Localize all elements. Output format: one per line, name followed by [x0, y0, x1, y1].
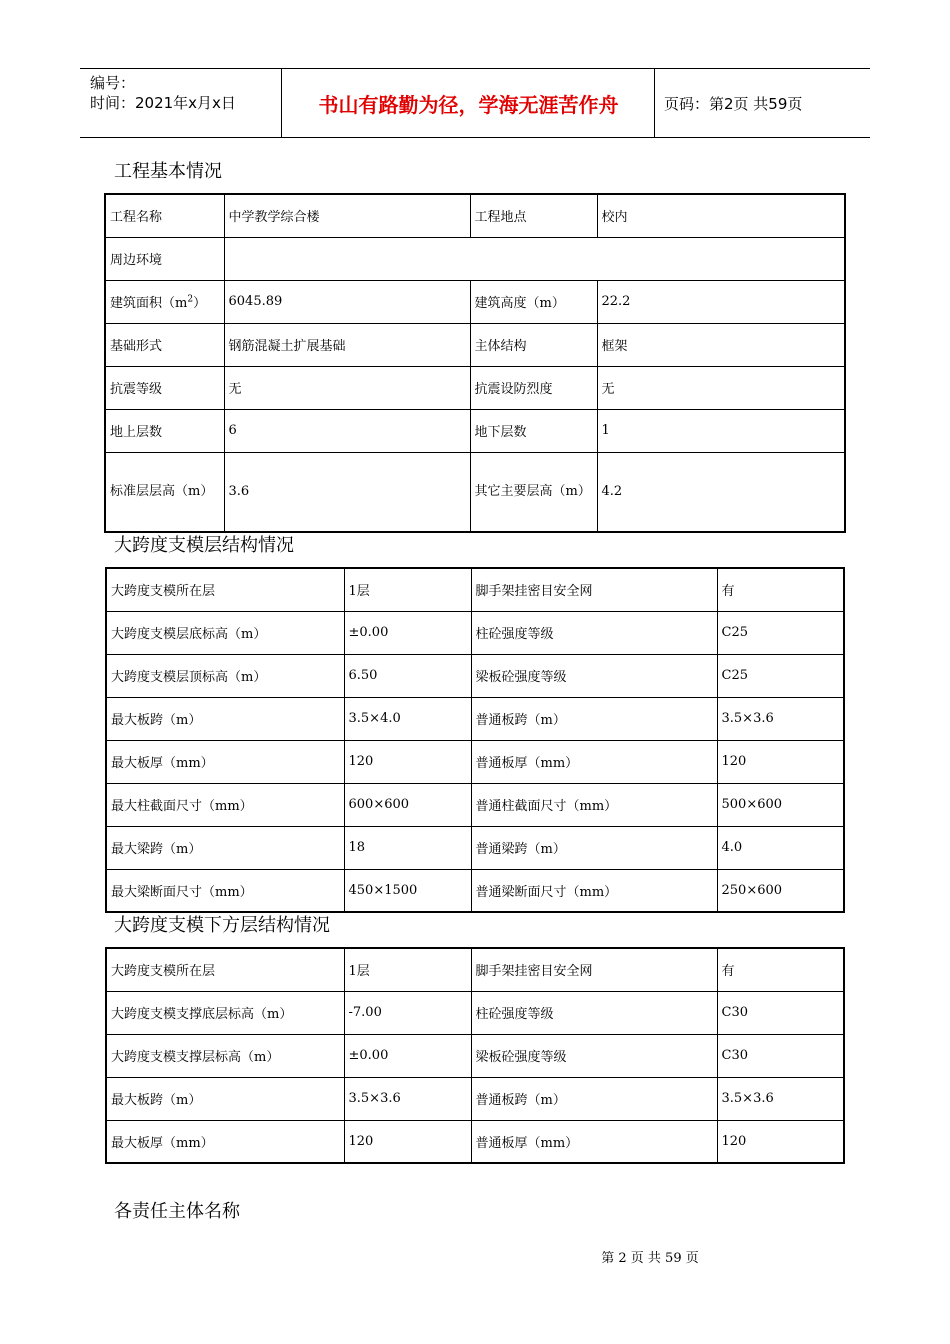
- table-cell: C30: [717, 1034, 844, 1077]
- table-cell: 钢筋混凝土扩展基础: [224, 323, 470, 366]
- table-cell: 最大梁断面尺寸（mm）: [106, 869, 344, 912]
- table-cell: 有: [717, 568, 844, 611]
- section-title-support-layer: 大跨度支模下方层结构情况: [114, 915, 330, 936]
- table-row: [106, 568, 844, 611]
- table-cell: 120: [717, 740, 844, 783]
- table-cell: 22.2: [597, 280, 845, 323]
- table-cell: 周边环境: [105, 237, 224, 280]
- table-cell: 脚手架挂密目安全网: [471, 948, 717, 991]
- table-cell: 6045.89: [224, 280, 470, 323]
- table-cell: 450×1500: [344, 869, 471, 912]
- basic-info-table: [104, 193, 846, 533]
- table-row: [106, 740, 844, 783]
- table-cell: 无: [597, 366, 845, 409]
- table-row: [105, 280, 845, 323]
- table-cell: 无: [224, 366, 470, 409]
- table-cell: [224, 237, 845, 280]
- table-cell: 120: [344, 740, 471, 783]
- table-row: [106, 826, 844, 869]
- table-cell: 3.6: [224, 452, 470, 532]
- table-cell: 18: [344, 826, 471, 869]
- table-cell: 有: [717, 948, 844, 991]
- table-cell: C25: [717, 654, 844, 697]
- table-row: [106, 783, 844, 826]
- table-cell: 1层: [344, 948, 471, 991]
- table-cell: 梁板砼强度等级: [471, 654, 717, 697]
- table-cell: 基础形式: [105, 323, 224, 366]
- table-row: [106, 697, 844, 740]
- table-cell: 6.50: [344, 654, 471, 697]
- table-cell: 3.5×3.6: [717, 1077, 844, 1120]
- header-motto: 书山有路勤为径，学海无涯苦作舟: [318, 92, 619, 117]
- table-row: [105, 409, 845, 452]
- table-cell: 大跨度支模层顶标高（m）: [106, 654, 344, 697]
- table-cell: 4.2: [597, 452, 845, 532]
- table-cell: 普通梁断面尺寸（mm）: [471, 869, 717, 912]
- table-cell: 工程名称: [105, 194, 224, 237]
- table-cell: 普通板跨（m）: [471, 697, 717, 740]
- table-cell: 1: [597, 409, 845, 452]
- table-cell: 最大板厚（mm）: [106, 740, 344, 783]
- table-cell: ±0.00: [344, 1034, 471, 1077]
- table-cell: 普通板厚（mm）: [471, 1120, 717, 1163]
- table-cell: 最大梁跨（m）: [106, 826, 344, 869]
- header-meta: [90, 73, 236, 113]
- table-row: [106, 611, 844, 654]
- area-label-close: ）: [193, 296, 207, 311]
- table-row: [106, 991, 844, 1034]
- table-cell: 普通梁跨（m）: [471, 826, 717, 869]
- area-unit-superscript: 2: [187, 294, 194, 305]
- table-row: [105, 323, 845, 366]
- table-cell: 框架: [597, 323, 845, 366]
- table-cell: 大跨度支模所在层: [106, 568, 344, 611]
- time-label: 时间：2021年x月x日: [90, 94, 236, 112]
- table-cell: 120: [344, 1120, 471, 1163]
- table-cell: 3.5×4.0: [344, 697, 471, 740]
- table-cell: 标准层层高（m）: [105, 452, 224, 532]
- table-row: [106, 869, 844, 912]
- table-cell: 最大板跨（m）: [106, 697, 344, 740]
- table-cell: 4.0: [717, 826, 844, 869]
- table-row: [105, 366, 845, 409]
- table-cell: 脚手架挂密目安全网: [471, 568, 717, 611]
- section-title-responsible-parties: 各责任主体名称: [114, 1201, 240, 1222]
- table-cell: 500×600: [717, 783, 844, 826]
- table-cell: 校内: [597, 194, 845, 237]
- table-cell: 最大柱截面尺寸（mm）: [106, 783, 344, 826]
- area-label: 建筑面积（m: [110, 296, 188, 311]
- section-title-basic-info: 工程基本情况: [114, 161, 222, 182]
- table-row: [106, 654, 844, 697]
- header-divider: [654, 69, 655, 137]
- page-number-label: 页码：第2页 共59页: [664, 94, 803, 113]
- table-cell: 工程地点: [470, 194, 597, 237]
- table-cell: 最大板跨（m）: [106, 1077, 344, 1120]
- table-cell: ±0.00: [344, 611, 471, 654]
- table-cell: 梁板砼强度等级: [471, 1034, 717, 1077]
- table-cell: 柱砼强度等级: [471, 991, 717, 1034]
- table-cell: 600×600: [344, 783, 471, 826]
- table-cell: 大跨度支模支撑底层标高（m）: [106, 991, 344, 1034]
- table-row: [106, 948, 844, 991]
- table-cell: 6: [224, 409, 470, 452]
- table-cell: 建筑高度（m）: [470, 280, 597, 323]
- section-title-formwork-layer: 大跨度支模层结构情况: [114, 535, 294, 556]
- table-cell: 大跨度支模层底标高（m）: [106, 611, 344, 654]
- table-cell: 其它主要层高（m）: [470, 452, 597, 532]
- table-row: [105, 194, 845, 237]
- table-cell: 250×600: [717, 869, 844, 912]
- table-cell: 抗震设防烈度: [470, 366, 597, 409]
- number-label: 编号：: [90, 74, 136, 92]
- table-cell: 3.5×3.6: [344, 1077, 471, 1120]
- table-cell: 地上层数: [105, 409, 224, 452]
- page-header: [80, 68, 870, 138]
- table-cell: 柱砼强度等级: [471, 611, 717, 654]
- table-cell: [105, 280, 224, 323]
- page-footer: 第 2 页 共 59 页: [601, 1251, 699, 1266]
- table-cell: 抗震等级: [105, 366, 224, 409]
- table-cell: 普通柱截面尺寸（mm）: [471, 783, 717, 826]
- table-row: [106, 1120, 844, 1163]
- table-row: [105, 452, 845, 532]
- formwork-layer-table: [105, 567, 845, 913]
- table-cell: 地下层数: [470, 409, 597, 452]
- table-cell: 中学教学综合楼: [224, 194, 470, 237]
- table-cell: 120: [717, 1120, 844, 1163]
- table-row: [106, 1077, 844, 1120]
- table-cell: 3.5×3.6: [717, 697, 844, 740]
- table-cell: 大跨度支模所在层: [106, 948, 344, 991]
- table-cell: -7.00: [344, 991, 471, 1034]
- table-cell: 主体结构: [470, 323, 597, 366]
- table-row: [105, 237, 845, 280]
- support-layer-table: [105, 947, 845, 1164]
- table-row: [106, 1034, 844, 1077]
- table-cell: 普通板跨（m）: [471, 1077, 717, 1120]
- table-cell: 1层: [344, 568, 471, 611]
- table-cell: 大跨度支模支撑层标高（m）: [106, 1034, 344, 1077]
- table-cell: C30: [717, 991, 844, 1034]
- table-cell: 最大板厚（mm）: [106, 1120, 344, 1163]
- table-cell: C25: [717, 611, 844, 654]
- table-cell: 普通板厚（mm）: [471, 740, 717, 783]
